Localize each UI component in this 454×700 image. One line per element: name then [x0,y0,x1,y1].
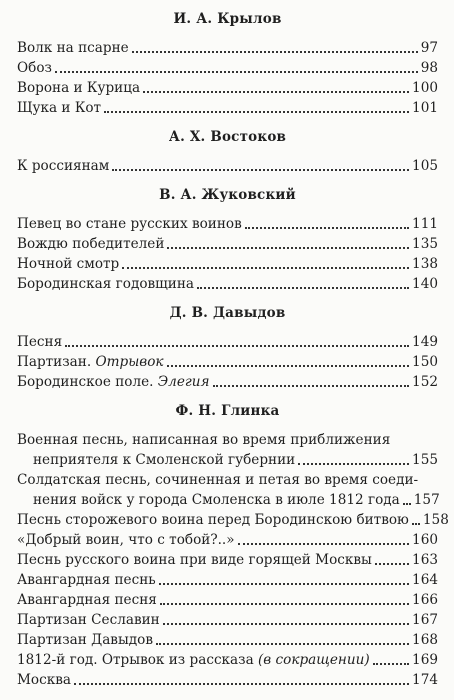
entry-page: 169 [412,652,438,668]
toc-section-davydov [17,306,438,392]
entry-page: 166 [412,592,438,608]
toc-entry [17,78,438,98]
entry-title [17,650,370,670]
entry-page: 105 [412,158,438,174]
toc-entry [17,630,438,650]
toc-entry [17,58,438,78]
toc-entry [17,650,438,670]
toc-entry [17,550,438,570]
dot-leader [159,583,409,585]
dot-leader [74,683,409,685]
dot-leader [122,267,409,269]
dot-leader [167,365,410,367]
entry-page: 155 [412,452,438,468]
entry-title: Песнь сторожевого воина перед Бородинскою битвою [17,512,409,528]
entry-page: 167 [412,612,438,628]
toc-section-vostokov [17,130,438,176]
entry-page: 97 [420,40,438,56]
dot-leader [213,385,410,387]
toc-entry [17,156,438,176]
entry-title: нения войск у города Смоленска в июле 1812 года [33,492,400,508]
toc-entry [17,274,438,294]
entry-page: 168 [412,632,438,648]
toc-entry [17,332,438,352]
author-heading: В. А. Жуковский [159,187,296,203]
toc-entry [17,254,438,274]
dot-leader [143,91,409,93]
entry-title: Песня [17,334,63,350]
dot-leader [104,111,409,113]
toc-entry [17,234,438,254]
dot-leader [132,51,418,53]
entry-title: К россиянам [17,158,110,174]
dot-leader [55,71,418,73]
entry-page: 135 [412,236,438,252]
toc-section-zhukovsky [17,188,438,294]
entry-page: 138 [412,256,438,272]
entry-title: неприятеля к Смоленской губернии [33,452,296,468]
entry-page: 152 [412,374,438,390]
entry-title: Бородинская годовщина [17,276,195,292]
toc-entry [17,670,438,690]
dot-leader [298,463,409,465]
entry-title [17,372,210,392]
entry-title: Песнь русского воина при виде горящей Москвы [17,552,372,568]
entry-page: 100 [412,80,438,96]
entry-page: 163 [412,552,438,568]
entry-page: 98 [420,60,438,76]
entry-title-main: Бородинское поле. [17,374,158,390]
entry-title-italic: Элегия [157,374,210,390]
entry-title: Ночной смотр [17,256,120,272]
entry-title-main: 1812-й год. Отрывок из рассказа [17,652,258,668]
toc-entry [17,610,438,630]
entry-title: Щука и Кот [17,100,102,116]
entry-title: Обоз [17,60,52,76]
entry-title-italic: Отрывок [95,354,164,370]
entry-title: Партизан Сеславин [17,612,160,628]
author-heading: Д. В. Давыдов [169,305,286,321]
toc-entry [17,98,438,118]
entry-page: 111 [412,216,438,232]
dot-leader [403,503,411,505]
entry-page: 158 [422,512,449,528]
entry-page: 140 [412,276,438,292]
entry-page: 174 [412,672,438,688]
toc-entry [17,214,438,234]
entry-title: Авангардная песнь [17,572,156,588]
entry-title [17,352,164,372]
toc-entry [17,352,438,372]
dot-leader [245,227,409,229]
toc-entry [17,510,449,530]
toc-entry [17,590,438,610]
dot-leader [373,663,409,665]
entry-page: 150 [412,354,438,370]
entry-title: Вождю победителей [17,236,165,252]
toc-entry [17,430,438,470]
toc-entry [17,470,438,510]
entry-title: Москва [17,672,71,688]
entry-title-main: Партизан. [17,354,96,370]
toc-entry [17,570,438,590]
entry-title: Авангардная песня [17,592,157,608]
author-heading: Ф. Н. Глинка [175,403,280,419]
dot-leader [163,623,409,625]
author-heading: И. А. Крылов [173,11,282,27]
toc-section-glinka [17,403,449,690]
entry-title: Ворона и Курица [17,80,141,96]
dot-leader [156,643,409,645]
entry-title: Волк на псарне [17,40,129,56]
dot-leader [375,563,409,565]
entry-title-italic: (в сокращении) [258,652,370,668]
entry-title: Певец во стане русских воинов [17,216,242,232]
entry-page: 101 [412,100,438,116]
entry-page: 149 [412,334,438,350]
toc-entry [17,38,438,58]
dot-leader [160,603,409,605]
dot-leader [238,543,409,545]
entry-title: «Добрый воин, что с тобой?..» [17,532,235,548]
toc-entry [17,530,438,550]
entry-page: 164 [412,572,438,588]
author-heading: А. Х. Востоков [168,129,287,145]
entry-page: 160 [412,532,438,548]
dot-leader [112,169,409,171]
entry-title-line1: Военная песнь, написанная во время приближения [17,432,391,448]
dot-leader [167,247,409,249]
dot-leader [197,287,409,289]
dot-leader [412,523,420,525]
toc-entry [17,372,438,392]
dot-leader [65,345,409,347]
toc-section-krylov [17,12,438,118]
entry-title-line1: Солдатская песнь, сочиненная и петая во время соеди- [17,472,419,488]
entry-title: Партизан Давыдов [17,632,153,648]
entry-page: 157 [413,492,440,508]
